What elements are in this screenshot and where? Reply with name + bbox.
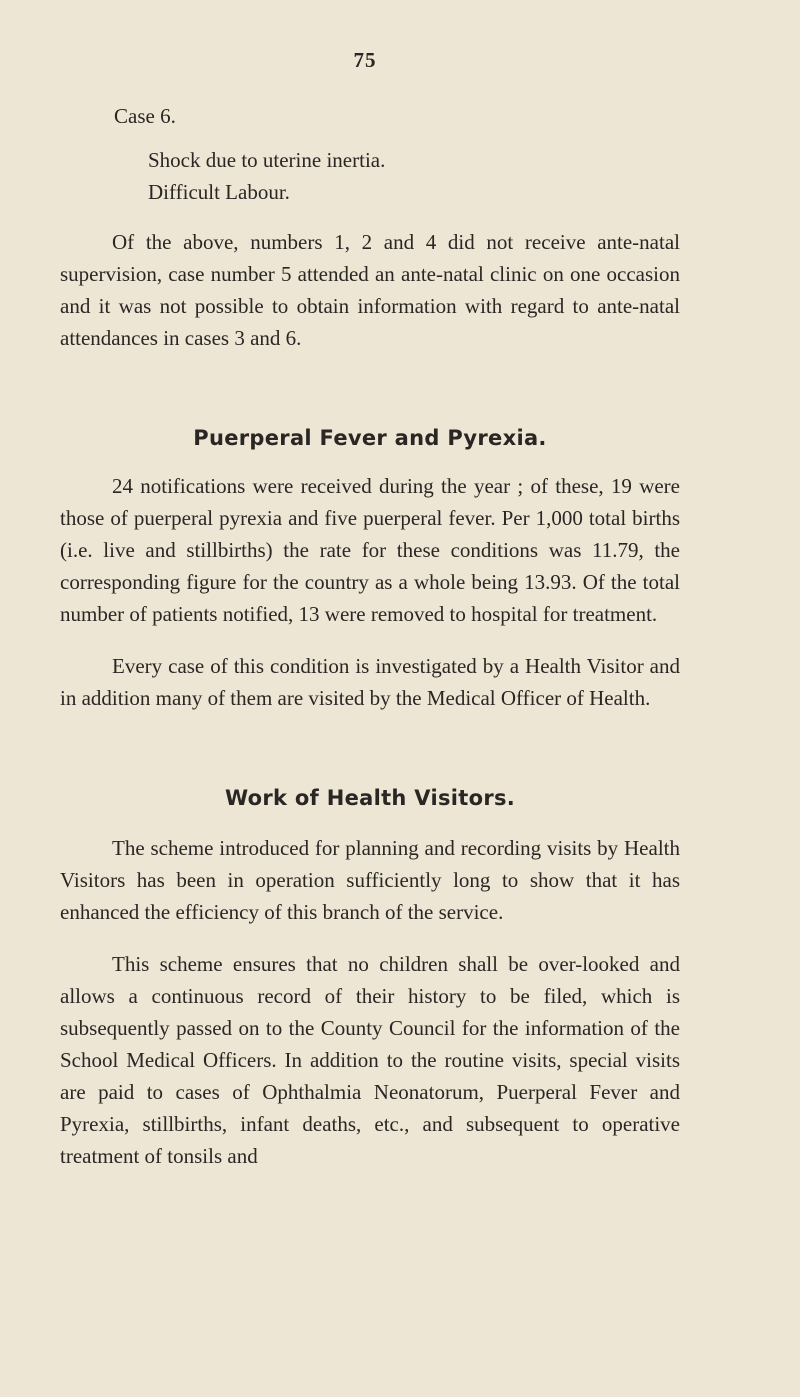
case-cause-line: Difficult Labour. [148,180,290,204]
paragraph-notifications: 24 notifications were received during the year ; of these, 19 were those of puerperal pyrexia and five puerperal fever. Per 1,000 total births (i.e. live and stillbirths) the rate for these conditions was 11.79, the corresponding figure for the country as a whole being 13.93. Of the total number of patients notified, 13 were removed to hospital for treatment. [60,474,680,626]
paragraph-scheme-details: This scheme ensures that no children shall be over-looked and allows a continuous record of their history to be filed, which is subsequently passed on to the County Council for the information of the School Medical Officers. In addition to the routine visits, special visits are paid to cases of Ophthalmia Neonatorum, Puerperal Fever and Pyrexia, stillbirths, infant deaths, etc., and subsequent to operative treatment of tonsils and [60,952,680,1168]
paragraph-investigation: Every case of this condition is investigated by a Health Visitor and in addition many of them are visited by the Medical Officer of Health. [60,654,680,710]
intro-paragraph: Of the above, numbers 1, 2 and 4 did not receive ante-natal supervision, case number 5 attended an ante-natal clinic on one occasion and it was not possible to obtain information with regard to ante-natal attendances in cases 3 and 6. [60,230,680,350]
paragraph-scheme-intro: The scheme introduced for planning and recording visits by Health Visitors has been in operation sufficiently long to show that it has enhanced the efficiency of this branch of the service. [60,836,680,924]
page-content [60,100,680,1172]
section-heading-health-visitors: Work of Health Visitors. [224,786,516,810]
case-cause-line: Shock due to uterine inertia. [148,148,386,172]
case-heading: Case 6. [114,104,176,128]
page-number: 75 [353,48,377,72]
section-heading-puerperal-fever: Puerperal Fever and Pyrexia. [193,426,547,450]
